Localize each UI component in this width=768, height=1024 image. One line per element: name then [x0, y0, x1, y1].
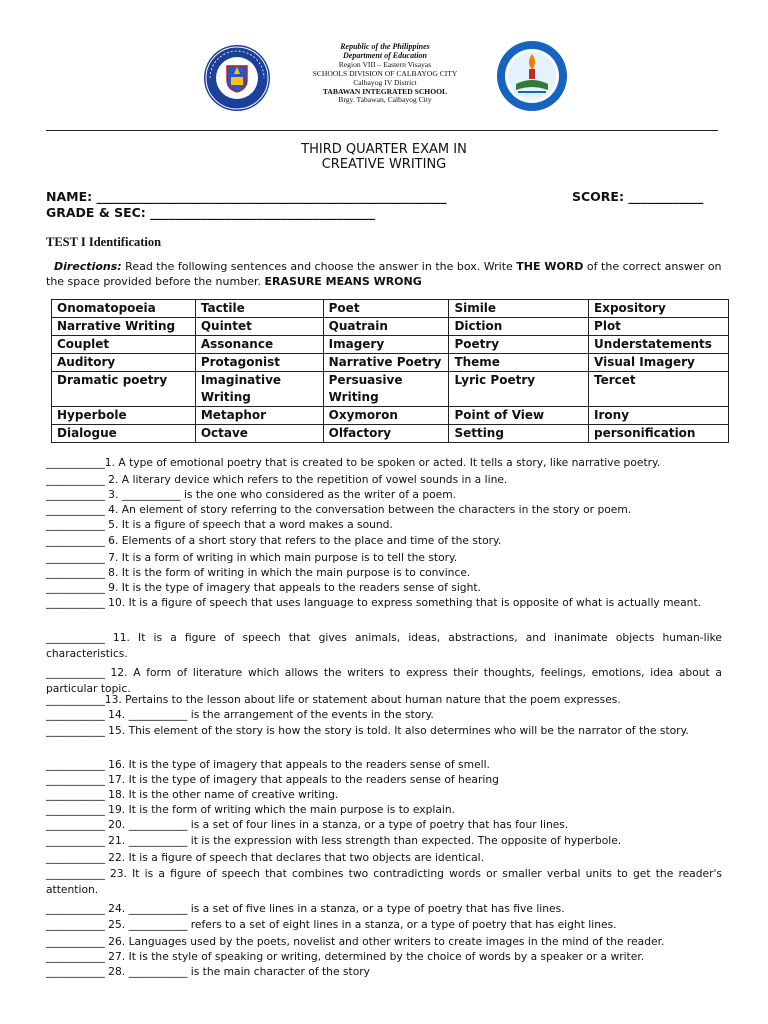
answer-cell: Imagery: [323, 336, 449, 354]
deped-seal-icon: [203, 44, 271, 112]
exam-title: [0, 142, 768, 172]
directions-text: Read the following sentences and choose the answer in the box. Write: [121, 260, 517, 273]
answer-cell: Irony: [589, 407, 729, 425]
answer-cell: Couplet: [52, 336, 196, 354]
answer-cell: Olfactory: [323, 425, 449, 443]
answer-cell: Visual Imagery: [589, 354, 729, 372]
question-item: ___________ 5. It is a figure of speech that a word makes a sound.: [46, 518, 393, 531]
answer-cell: Tactile: [195, 300, 323, 318]
header-line-region: Region VIII – Eastern Visayas: [338, 59, 432, 69]
question-item: ___________ 16. It is the type of imagery that appeals to the readers sense of smell.: [46, 758, 490, 771]
question-item: ___________ 19. It is the form of writing which the main purpose is to explain.: [46, 803, 456, 816]
question-item: ___________ 2. A literary device which refers to the repetition of vowel sounds in a line.: [46, 473, 508, 486]
answer-row: [52, 336, 729, 354]
answer-cell: Poet: [323, 300, 449, 318]
question-item: ___________ 18. It is the other name of creative writing.: [46, 788, 339, 801]
answer-cell: Plot: [589, 318, 729, 336]
answer-cell: Narrative Writing: [52, 318, 196, 336]
answer-cell: Tercet: [589, 372, 729, 407]
question-item: ___________ 24. ___________ is a set of five lines in a stanza, or a type of poetry that has five lines.: [46, 902, 565, 915]
answer-cell: Dramatic poetry: [52, 372, 196, 407]
answer-row: [52, 425, 729, 443]
question-item: ___________ 6. Elements of a short story that refers to the place and time of the story.: [46, 534, 502, 547]
header-line-division: SCHOOLS DIVISION OF CALBAYOG CITY: [312, 68, 458, 78]
exam-title-line1: THIRD QUARTER EXAM IN: [301, 142, 467, 157]
directions: [46, 259, 726, 289]
question-item: ___________ 10. It is a figure of speech that uses language to express something that is opposite of what is actually meant.: [46, 596, 702, 609]
answer-cell: Lyric Poetry: [449, 372, 589, 407]
school-seal-icon: [496, 40, 568, 112]
letterhead: [0, 40, 768, 116]
answer-cell: Hyperbole: [52, 407, 196, 425]
question-item: ___________ 8. It is the form of writing in which the main purpose is to convince.: [46, 566, 471, 579]
answer-cell: Understatements: [589, 336, 729, 354]
answer-row: [52, 354, 729, 372]
directions-label: Directions:: [54, 260, 122, 273]
question-item: ___________ 22. It is a figure of speech that declares that two objects are identical.: [46, 851, 485, 864]
answer-cell: Imaginative Writing: [195, 372, 323, 407]
question-item: ___________ 7. It is a form of writing in which main purpose is to tell the story.: [46, 551, 458, 564]
answer-cell: Poetry: [449, 336, 589, 354]
answer-cell: Quintet: [195, 318, 323, 336]
header-line-district: Calbayog IV District: [353, 77, 417, 87]
question-item: ___________ 12. A form of literature which allows the writers to express their thoughts, feelings, emotions, idea about a particular topic.: [46, 666, 722, 695]
question-item: ___________ 15. This element of the story is how the story is told. It also determines who will be the narrator of the story.: [46, 724, 689, 737]
answer-row: [52, 372, 729, 407]
answer-cell: Simile: [449, 300, 589, 318]
question-item: ___________ 4. An element of story referring to the conversation between the characters in the story or poem.: [46, 503, 632, 516]
grade-section-field: GRADE & SEC: ____________________________________: [46, 205, 376, 220]
answer-box: [51, 299, 729, 443]
question-item: ___________ 17. It is the type of imagery that appeals to the readers sense of hearing: [46, 773, 499, 786]
answer-cell: Narrative Poetry: [323, 354, 449, 372]
score-field: SCORE: ____________: [572, 189, 704, 204]
question-item: ___________ 3. ___________ is the one who considered as the writer of a poem.: [46, 488, 457, 501]
directions-warning: ERASURE MEANS WRONG: [264, 275, 422, 288]
directions-text2: of the correct answer on the space provided before the number.: [46, 260, 722, 288]
question-item: ___________ 25. ___________ refers to a set of eight lines in a stanza, or a type of poetry that has eight lines.: [46, 918, 617, 931]
answer-row: [52, 407, 729, 425]
answer-cell: Theme: [449, 354, 589, 372]
question-item: ___________ 21. ___________ it is the expression with less strength than expected. The opposite of hyperbole.: [46, 834, 622, 847]
question-item: ___________ 28. ___________ is the main character of the story: [46, 965, 370, 978]
answer-cell: Setting: [449, 425, 589, 443]
question-item: ___________ 11. It is a figure of speech that gives animals, ideas, abstractions, and inanimate objects human-like characteristics.: [46, 631, 722, 660]
header-line-republic: Republic of the Philippines: [340, 42, 430, 51]
answer-cell: Expository: [589, 300, 729, 318]
name-field: NAME: ________________________________________________________: [46, 189, 447, 204]
name-row: [46, 189, 726, 204]
header-line-address: Brgy. Tabawan, Calbayog City: [338, 95, 432, 105]
question-item: ___________ 9. It is the type of imagery that appeals to the readers sense of sight.: [46, 581, 481, 594]
answer-row: [52, 300, 729, 318]
question-item: ___________ 20. ___________ is a set of four lines in a stanza, or a type of poetry that has four lines.: [46, 818, 569, 831]
answer-cell: personification: [589, 425, 729, 443]
answer-cell: Point of View: [449, 407, 589, 425]
answer-cell: Onomatopoeia: [52, 300, 196, 318]
answer-row: [52, 318, 729, 336]
answer-cell: Octave: [195, 425, 323, 443]
question-item: ___________ 26. Languages used by the poets, novelist and other writers to create images in the mind of the reader.: [46, 935, 665, 948]
answer-cell: Persuasive Writing: [323, 372, 449, 407]
directions-emphasis: THE WORD: [516, 260, 584, 273]
question-item: ___________1. A type of emotional poetry that is created to be spoken or acted. It tells a story, like narrative poetry.: [46, 456, 661, 469]
answer-cell: Auditory: [52, 354, 196, 372]
header-line-deped: Department of Education: [342, 50, 427, 60]
question-item: ___________13. Pertains to the lesson about life or statement about human nature that the poem expresses.: [46, 693, 621, 706]
answer-cell: Assonance: [195, 336, 323, 354]
header-line-school: TABAWAN INTEGRATED SCHOOL: [322, 86, 448, 96]
test-title: TEST I Identification: [46, 235, 162, 249]
question-item: ___________ 27. It is the style of speaking or writing, determined by the choice of words by a speaker or a writer.: [46, 950, 645, 963]
header-rule: [46, 130, 718, 131]
answer-cell: Protagonist: [195, 354, 323, 372]
answer-cell: Dialogue: [52, 425, 196, 443]
exam-title-line2: CREATIVE WRITING: [321, 157, 447, 172]
question-item: ___________ 23. It is a figure of speech that combines two contradicting words or smaller verbal units to get the reader's attention.: [46, 867, 722, 896]
letterhead-text: [280, 43, 490, 105]
answer-cell: Quatrain: [323, 318, 449, 336]
answer-cell: Oxymoron: [323, 407, 449, 425]
answer-cell: Metaphor: [195, 407, 323, 425]
answer-cell: Diction: [449, 318, 589, 336]
question-item: ___________ 14. ___________ is the arrangement of the events in the story.: [46, 708, 434, 721]
